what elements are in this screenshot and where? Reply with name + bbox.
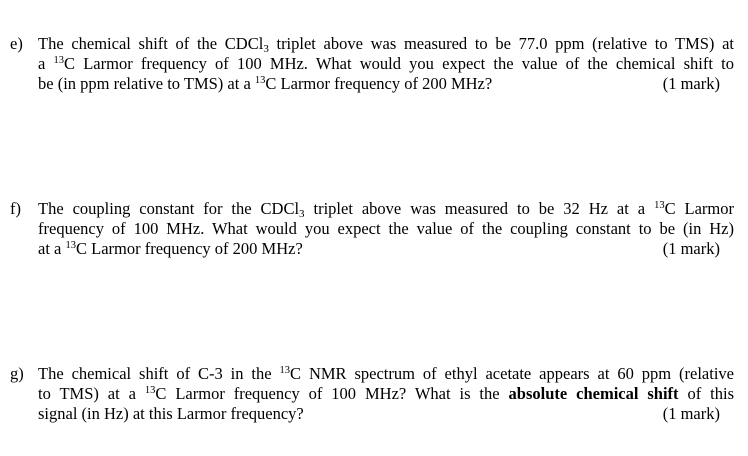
superscript: 13 [654, 200, 665, 211]
superscript: 13 [53, 55, 65, 66]
question-label: f) [10, 199, 21, 218]
text-span: a [38, 54, 54, 73]
mark-allocation: (1 mark) [662, 74, 720, 93]
subscript: 3 [263, 43, 269, 55]
superscript: 13 [254, 75, 266, 86]
subscript: 3 [299, 208, 305, 220]
text-span: of this [678, 384, 734, 403]
text-span: triplet above was measured to be 32 Hz at a [304, 199, 655, 218]
question-label: e) [10, 34, 23, 53]
text-span: C Larmor frequency of 100 MHz? What is the [155, 384, 509, 403]
text-span: C Larmor frequency of 200 MHz? [75, 239, 303, 258]
mark-allocation: (1 mark) [662, 239, 720, 258]
text-span: C Larmor frequency of 100 MHz. What would you expect the value of the chemical shift to [64, 54, 734, 73]
superscript: 13 [65, 240, 76, 251]
question-text-line [38, 219, 734, 240]
question-text-line [38, 384, 734, 405]
text-span: The chemical shift of the CDCl [38, 34, 264, 53]
text-span: frequency of 100 MHz. What would you expect the value of the coupling constant to be (in Hz) [38, 219, 734, 238]
question-text-line [38, 34, 734, 55]
question-text-line [38, 364, 734, 385]
text-span: The coupling constant for the CDCl [38, 199, 300, 218]
mark-allocation: (1 mark) [662, 404, 720, 423]
superscript: 13 [144, 385, 156, 396]
text-span: C Larmor [664, 199, 734, 218]
question-text-line [38, 404, 720, 425]
text-span: C Larmor frequency of 200 MHz? [265, 74, 493, 93]
question-text-line [38, 54, 734, 75]
text-span: at a [38, 239, 66, 258]
text-span: triplet above was measured to be 77.0 ppm (relative to TMS) at [268, 34, 734, 53]
bold-term: absolute chemical shift [508, 384, 679, 403]
text-span: to TMS) at a [38, 384, 145, 403]
question-text-line [38, 239, 720, 260]
text-span: signal (in Hz) at this Larmor frequency? [38, 404, 304, 423]
question-text-line [38, 199, 734, 220]
text-span: be (in ppm relative to TMS) at a [38, 74, 255, 93]
superscript: 13 [279, 365, 291, 376]
text-span: C NMR spectrum of ethyl acetate appears at 60 ppm (relative [290, 364, 734, 383]
text-span: The chemical shift of C-3 in the [38, 364, 280, 383]
question-label: g) [10, 364, 24, 383]
question-text-line [38, 74, 720, 95]
